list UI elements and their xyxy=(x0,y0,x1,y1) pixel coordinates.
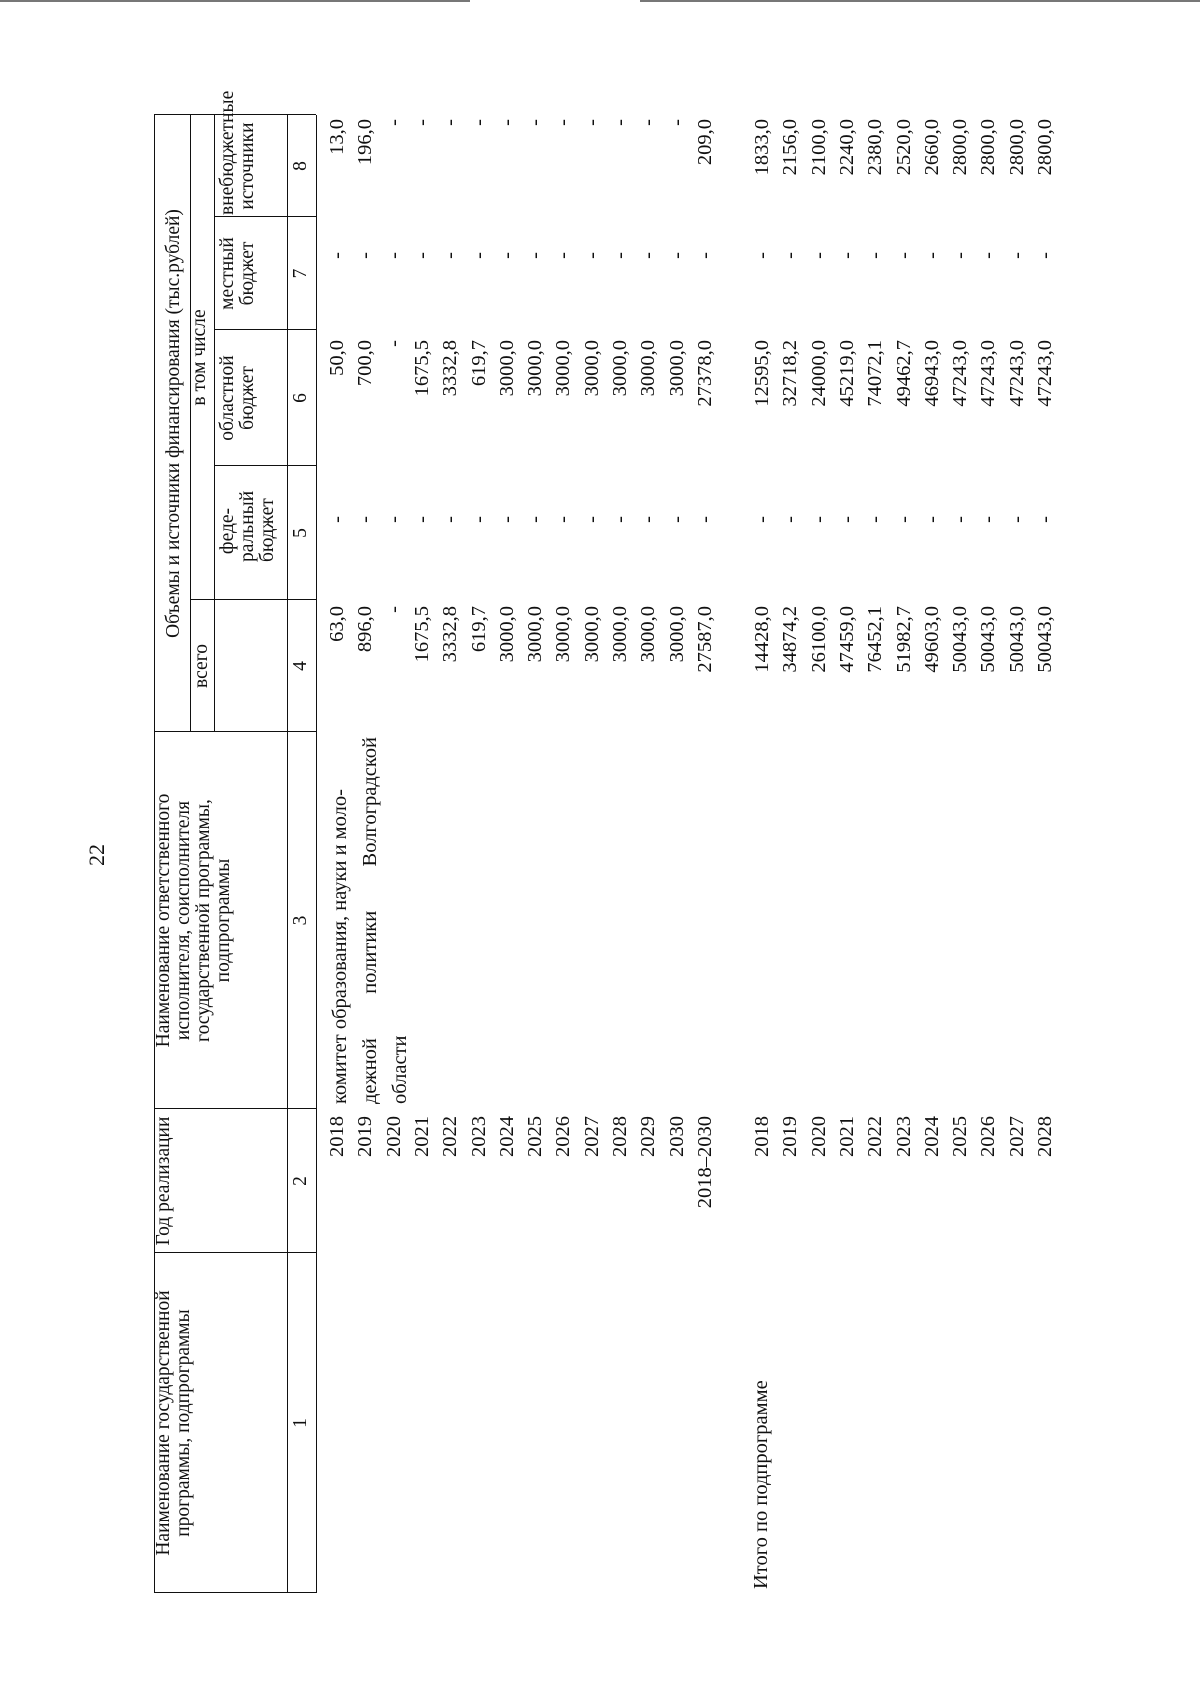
cell-total: 50043,0 xyxy=(949,606,972,673)
cell-dash: - xyxy=(580,252,603,259)
table-line-body xyxy=(316,115,317,1593)
cell-dash: - xyxy=(779,516,802,523)
cell-total: 76452,1 xyxy=(864,606,887,673)
cell-extra: 2380,0 xyxy=(864,119,887,176)
cell-regional: 3332,8 xyxy=(439,340,462,397)
cell-total: 3000,0 xyxy=(495,606,518,663)
responsible-executor xyxy=(325,737,415,1104)
cell-dash: - xyxy=(382,252,405,259)
cell-total: 50043,0 xyxy=(1005,606,1028,673)
header-executor: Наименование ответственного исполнителя, соисполнителя государственной программы, подпрограммы xyxy=(153,793,235,1048)
cell-regional: 3000,0 xyxy=(524,340,547,397)
row-year: 2025 xyxy=(949,1116,972,1157)
cell-dash: - xyxy=(637,252,660,259)
cell-dash: - xyxy=(949,516,972,523)
cell-dash: - xyxy=(495,252,518,259)
col-number-7: 7 xyxy=(290,268,311,279)
row-year: 2021 xyxy=(835,1116,858,1157)
cell-regional: 49462,7 xyxy=(892,340,915,407)
executor-line-3: области xyxy=(389,1035,411,1104)
cell-dash: - xyxy=(835,252,858,259)
row-year: 2020 xyxy=(382,1116,405,1157)
cell-total: 3000,0 xyxy=(580,606,603,663)
row-year: 2020 xyxy=(807,1116,830,1157)
cell-total: 3000,0 xyxy=(524,606,547,663)
cell-dash: - xyxy=(524,252,547,259)
cell-dash: - xyxy=(439,516,462,523)
col-number-3: 3 xyxy=(290,915,311,926)
cell-dash: - xyxy=(1034,252,1056,259)
cell-total: 14428,0 xyxy=(751,606,773,673)
cell-regional: 3000,0 xyxy=(609,340,631,397)
cell-total: 51982,7 xyxy=(892,606,915,673)
cell-dash: - xyxy=(807,252,830,259)
cell-dash: - xyxy=(410,516,433,523)
header-local: местный бюджет xyxy=(217,237,259,310)
row-year: 2019 xyxy=(354,1116,377,1157)
row-year: 2023 xyxy=(467,1116,490,1157)
table-line-incl xyxy=(214,115,215,732)
cell-dash: - xyxy=(467,252,490,259)
cell-total: 3000,0 xyxy=(637,606,660,663)
row-year: 2018 xyxy=(751,1116,773,1157)
header-including: в том числе xyxy=(189,309,210,406)
cell-total: 619,7 xyxy=(467,606,490,653)
cell-extra: 2800,0 xyxy=(1034,119,1056,176)
row-year: 2026 xyxy=(552,1116,575,1157)
header-funding: Объемы и источники финансирования (тыс.рублей) xyxy=(163,209,184,638)
cell-total: 3000,0 xyxy=(552,606,575,663)
subprogram-total-label: Итого по подпрограмме xyxy=(750,1380,772,1589)
cell-regional: 47243,0 xyxy=(1005,340,1028,407)
cell-total: 26100,0 xyxy=(807,606,830,673)
cell-regional: 3000,0 xyxy=(665,340,688,397)
cell-extra: 2800,0 xyxy=(949,119,972,176)
row-year: 2022 xyxy=(864,1116,887,1157)
cell-regional: 47243,0 xyxy=(1034,340,1056,407)
cell-dash: - xyxy=(665,119,688,126)
cell-dash: - xyxy=(326,252,348,259)
header-program-name: Наименование государственной программы, подпрограммы xyxy=(153,1290,195,1556)
header-regional: областной бюджет xyxy=(217,355,259,441)
summary-total: 27587,0 xyxy=(693,606,716,673)
cell-dash: - xyxy=(864,252,887,259)
cell-dash: - xyxy=(552,119,575,126)
cell-dash: - xyxy=(580,119,603,126)
cell-dash: - xyxy=(382,340,405,347)
cell-extra: 2800,0 xyxy=(977,119,1000,176)
cell-total: 3000,0 xyxy=(665,606,688,663)
col-number-2: 2 xyxy=(290,1176,311,1186)
cell-dash: - xyxy=(665,516,688,523)
cell-dash: - xyxy=(354,516,377,523)
cell-regional: 45219,0 xyxy=(835,340,858,407)
cell-dash: - xyxy=(637,516,660,523)
header-extrabudget: внебюджетные источники xyxy=(217,90,259,215)
header-federal: феде-ральный бюджет xyxy=(217,490,279,562)
cell-dash: - xyxy=(410,252,433,259)
row-year: 2024 xyxy=(920,1116,943,1157)
col-number-8: 8 xyxy=(290,161,311,171)
executor-line-1: комитет образования, науки и моло- xyxy=(329,789,351,1104)
executor-line-2: дежной политики Волгоградской xyxy=(359,737,381,1104)
cell-extra: 2660,0 xyxy=(920,119,943,176)
row-year: 2026 xyxy=(977,1116,1000,1157)
cell-extra: 2156,0 xyxy=(779,119,802,176)
cell-dash: - xyxy=(467,516,490,523)
cell-regional: 47243,0 xyxy=(977,340,1000,407)
summary-dash: - xyxy=(693,516,716,523)
cell-total: 34874,2 xyxy=(779,606,802,673)
cell-dash: - xyxy=(835,516,858,523)
cell-regional: 46943,0 xyxy=(920,340,943,407)
cell-dash: - xyxy=(751,252,773,259)
cell-dash: - xyxy=(552,516,575,523)
row-year: 2030 xyxy=(665,1116,688,1157)
col-number-1: 1 xyxy=(290,1418,311,1428)
cell-dash: - xyxy=(326,516,348,523)
cell-total: 3332,8 xyxy=(439,606,462,663)
cell-extra: 2800,0 xyxy=(1005,119,1028,176)
cell-total: 1675,5 xyxy=(410,606,433,663)
row-year: 2023 xyxy=(892,1116,915,1157)
cell-total: 49603,0 xyxy=(920,606,943,673)
cell-dash: - xyxy=(439,119,462,126)
cell-regional: 50,0 xyxy=(326,340,348,376)
cell-total: 896,0 xyxy=(354,606,377,653)
cell-regional: 1675,5 xyxy=(410,340,433,397)
cell-dash: - xyxy=(524,516,547,523)
cell-dash: - xyxy=(609,516,631,523)
summary-extra: 209,0 xyxy=(693,119,716,166)
cell-extra: 13,0 xyxy=(326,119,348,155)
page-number: 22 xyxy=(84,844,109,866)
cell-dash: - xyxy=(920,516,943,523)
cell-dash: - xyxy=(807,516,830,523)
cell-dash: - xyxy=(977,516,1000,523)
cell-extra: 196,0 xyxy=(354,119,377,166)
cell-dash: - xyxy=(410,119,433,126)
row-year: 2019 xyxy=(779,1116,802,1157)
cell-extra: 2520,0 xyxy=(892,119,915,176)
header-year: Год реализации xyxy=(153,1116,174,1246)
cell-total: 50043,0 xyxy=(1034,606,1056,673)
col-number-5: 5 xyxy=(290,528,311,538)
cell-regional: 3000,0 xyxy=(495,340,518,397)
cell-dash: - xyxy=(354,252,377,259)
cell-regional: 12595,0 xyxy=(751,340,773,407)
row-year: 2028 xyxy=(609,1116,631,1157)
cell-regional: 24000,0 xyxy=(807,340,830,407)
cell-dash: - xyxy=(920,252,943,259)
cell-dash: - xyxy=(609,252,631,259)
cell-extra: 2240,0 xyxy=(835,119,858,176)
cell-dash: - xyxy=(864,516,887,523)
row-year: 2024 xyxy=(495,1116,518,1157)
cell-dash: - xyxy=(1005,516,1028,523)
cell-total: 3000,0 xyxy=(609,606,631,663)
cell-dash: - xyxy=(751,516,773,523)
cell-regional: 3000,0 xyxy=(637,340,660,397)
row-year: 2027 xyxy=(1005,1116,1028,1157)
cell-dash: - xyxy=(977,252,1000,259)
cell-dash: - xyxy=(892,252,915,259)
cell-extra: 2100,0 xyxy=(807,119,830,176)
row-year: 2022 xyxy=(439,1116,462,1157)
cell-dash: - xyxy=(892,516,915,523)
header-total: всего xyxy=(191,644,212,688)
cell-dash: - xyxy=(439,252,462,259)
cell-total: 63,0 xyxy=(326,606,348,642)
cell-dash: - xyxy=(949,252,972,259)
cell-dash: - xyxy=(495,516,518,523)
cell-dash: - xyxy=(552,252,575,259)
financing-table xyxy=(150,0,1200,1704)
cell-dash: - xyxy=(1005,252,1028,259)
row-year: 2029 xyxy=(637,1116,660,1157)
row-year: 2028 xyxy=(1034,1116,1056,1157)
cell-dash: - xyxy=(467,119,490,126)
row-year: 2021 xyxy=(410,1116,433,1157)
cell-dash: - xyxy=(1034,516,1056,523)
cell-dash: - xyxy=(382,606,405,613)
col-number-6: 6 xyxy=(290,393,311,403)
col-number-4: 4 xyxy=(290,661,311,671)
cell-total: 47459,0 xyxy=(835,606,858,673)
rotated-table-frame xyxy=(150,0,1200,1704)
cell-regional: 3000,0 xyxy=(580,340,603,397)
cell-dash: - xyxy=(637,119,660,126)
summary-period: 2018–2030 xyxy=(693,1116,716,1209)
cell-dash: - xyxy=(382,119,405,126)
cell-dash: - xyxy=(580,516,603,523)
cell-regional: 32718,2 xyxy=(779,340,802,407)
cell-regional: 3000,0 xyxy=(552,340,575,397)
cell-dash: - xyxy=(609,119,631,126)
cell-dash: - xyxy=(524,119,547,126)
cell-regional: 700,0 xyxy=(354,340,377,387)
summary-dash: - xyxy=(693,252,716,259)
cell-dash: - xyxy=(779,252,802,259)
cell-dash: - xyxy=(665,252,688,259)
cell-extra: 1833,0 xyxy=(751,119,773,176)
summary-regional: 27378,0 xyxy=(693,340,716,407)
row-year: 2018 xyxy=(326,1116,348,1157)
table-line-numbers xyxy=(287,115,288,1593)
cell-dash: - xyxy=(495,119,518,126)
cell-dash: - xyxy=(382,516,405,523)
cell-total: 50043,0 xyxy=(977,606,1000,673)
row-year: 2027 xyxy=(580,1116,603,1157)
cell-regional: 619,7 xyxy=(467,340,490,387)
row-year: 2025 xyxy=(524,1116,547,1157)
cell-regional: 47243,0 xyxy=(949,340,972,407)
cell-regional: 74072,1 xyxy=(864,340,887,407)
